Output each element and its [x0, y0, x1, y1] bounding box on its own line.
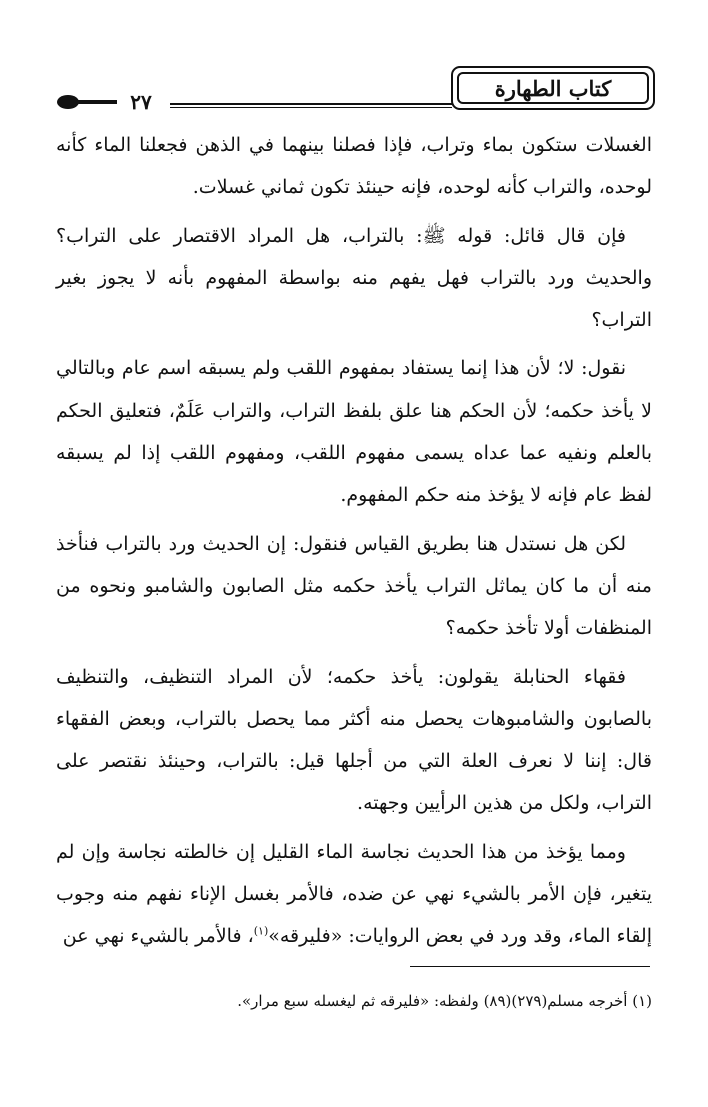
paragraph	[56, 831, 652, 958]
footnote-divider	[410, 966, 650, 967]
header-rule	[170, 103, 452, 105]
ornament-icon	[57, 95, 117, 109]
paragraph: الغسلات ستكون بماء وتراب، فإذا فصلنا بينهما في الذهن فجعلنا الماء كأنه لوحده، والتراب كأنه لوحده، فإنه حينئذ تكون ثماني غسلات.	[56, 134, 652, 199]
page-header	[0, 48, 708, 128]
paragraph: نقول: لا؛ لأن هذا إنما يستفاد بمفهوم اللقب ولم يسبقه اسم عام وبالتالي لا يأخذ حكمه؛ لأن الحكم هنا علق بلفظ التراب، والتراب عَلَمٌ، فتعليق الحكم بالعلم ونفيه عما عداه يسمى مفهوم اللقب، ومفهوم اللقب إذا لم يسبقه لفظ عام فإنه لا يؤخذ منه حكم المفهوم.	[56, 357, 652, 507]
header-rule-thin	[170, 107, 452, 108]
paragraph-text: ومما يؤخذ من هذا الحديث نجاسة الماء القليل إن خالطته نجاسة وإن لم يتغير، فإن الأمر بالشيء نهي عن ضده، فالأمر بغسل الإناء نفهم منه وجوب إلقاء الماء، وقد ورد في بعض الروايات: «فليرقه»	[56, 840, 652, 948]
paragraph: لكن هل نستدل هنا بطريق القياس فنقول: إن الحديث ورد بالتراب فنأخذ منه أن ما كان يماثل التراب يأخذ حكمه مثل الصابون والشامبو ونحوه من المنظفات أولا تأخذ حكمه؟	[56, 532, 652, 640]
chapter-title-box	[451, 66, 655, 110]
footnote: (١) أخرجه مسلم(٢٧٩)(٨٩) ولفظه: «فليرقه ثم ليغسله سبع مرار».	[237, 992, 652, 1010]
main-text	[56, 124, 652, 958]
paragraph-text: ، فالأمر بالشيء نهي عن	[62, 925, 254, 948]
paragraph: فقهاء الحنابلة يقولون: يأخذ حكمه؛ لأن المراد التنظيف، والتنظيف بالصابون والشامبوهات يحصل منه أكثر مما يحصل بالتراب، وبعض الفقهاء قال: إننا لا نعرف العلة التي من أجلها قيل: بالتراب، وحينئذ نقتصر على التراب، ولكل من هذين الرأيين وجهته.	[56, 665, 652, 815]
chapter-title: كتاب الطهارة	[457, 72, 649, 104]
footnote-marker: (١)	[253, 925, 269, 939]
paragraph: فإن قال قائل: قوله ﷺ: بالتراب، هل المراد الاقتصار على التراب؟ والحديث ورد بالتراب فهل يفهم منه بواسطة المفهوم بأنه لا يجوز بغير التراب؟	[56, 224, 652, 332]
page-number: ٢٧	[130, 90, 152, 114]
